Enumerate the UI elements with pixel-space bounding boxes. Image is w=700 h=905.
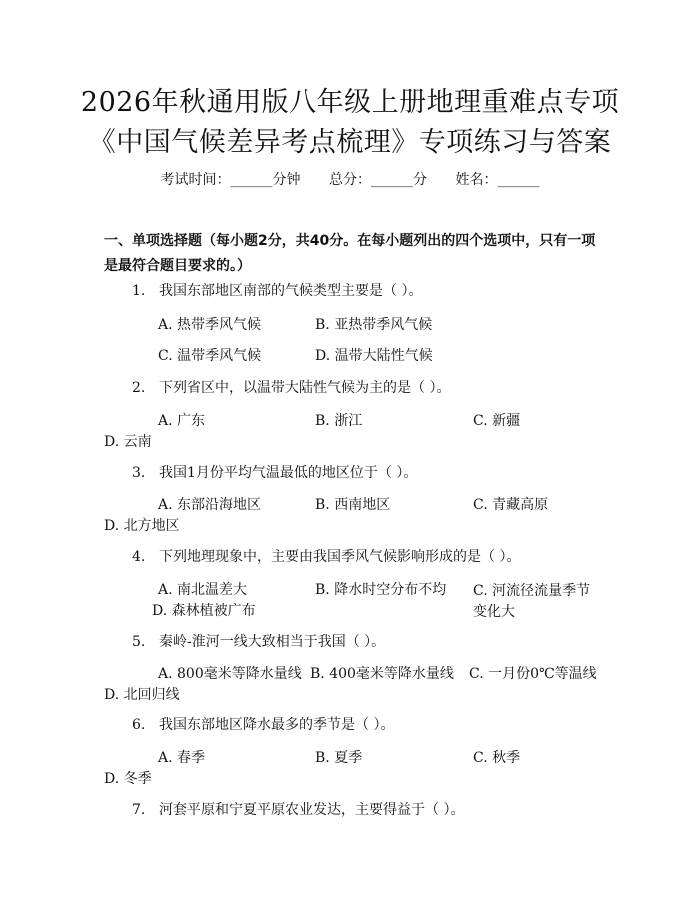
exam-score-field: 总分：______分 xyxy=(329,172,427,188)
question-number: 3. xyxy=(132,465,146,481)
question-number: 5. xyxy=(132,634,146,650)
option-d: D. 冬季 xyxy=(104,771,152,787)
option-d: D. 温带大陆性气候 xyxy=(315,348,433,364)
question-number: 2. xyxy=(132,380,146,396)
doc-title-line-1: 2026年秋通用版八年级上册地理重难点专项 xyxy=(80,87,620,118)
option-a: A. 800毫米等降水量线 xyxy=(158,666,302,682)
question-stem: 我国东部地区南部的气候类型主要是（ ）。 xyxy=(159,283,423,299)
question-number: 1. xyxy=(132,283,146,299)
doc-title-line-2: 《中国气候差异考点梳理》专项练习与答案 xyxy=(88,127,612,158)
option-b: B. 夏季 xyxy=(315,750,363,766)
question-stem: 下列地理现象中，主要由我国季风气候影响形成的是（ ）。 xyxy=(159,549,521,565)
option-c: C. 新疆 xyxy=(473,413,521,429)
option-c: C. 秋季 xyxy=(473,750,521,766)
question-number: 7. xyxy=(132,802,146,818)
question-number: 6. xyxy=(132,717,146,733)
option-b: B. 降水时空分布不均 xyxy=(315,582,447,598)
option-a: A. 广东 xyxy=(158,413,206,429)
option-b: B. 浙江 xyxy=(315,413,363,429)
option-d: D. 云南 xyxy=(104,434,152,450)
exam-meta xyxy=(0,169,700,189)
question-stem: 我国东部地区降水最多的季节是（ ）。 xyxy=(159,717,395,733)
option-d: D. 森林植被广布 xyxy=(152,603,256,619)
question-4-options-row-2 xyxy=(152,602,256,620)
exam-name-field: 姓名：______ xyxy=(455,172,540,188)
question-stem: 我国1月份平均气温最低的地区位于（ ）。 xyxy=(159,465,418,481)
option-c: C. 青藏高原 xyxy=(473,497,549,513)
question-stem: 河套平原和宁夏平原农业发达，主要得益于（ ）。 xyxy=(159,802,465,818)
option-d: D. 北回归线 xyxy=(104,687,180,703)
question-number: 4. xyxy=(132,549,146,565)
option-c: C. 温带季风气候 xyxy=(158,348,262,364)
option-c: C. 河流径流量季节变化大 xyxy=(473,583,591,620)
option-a: A. 南北温差大 xyxy=(158,582,248,598)
option-a: A. 东部沿海地区 xyxy=(158,497,262,513)
option-b: B. 400毫米等降水量线 xyxy=(310,666,454,682)
option-b: B. 西南地区 xyxy=(315,497,391,513)
option-a: A. 春季 xyxy=(158,750,206,766)
option-c: C. 一月份0℃等温线 xyxy=(469,666,597,682)
option-a: A. 热带季风气候 xyxy=(158,317,262,333)
option-c-wrapped xyxy=(473,581,597,623)
section-heading: 一、单项选择题（每小题2分，共40分。在每小题列出的四个选项中，只有一项是最符合题目要求的。） xyxy=(104,233,596,274)
option-b: B. 亚热带季风气候 xyxy=(315,317,433,333)
option-d: D. 北方地区 xyxy=(104,518,180,534)
question-stem: 下列省区中，以温带大陆性气候为主的是（ ）。 xyxy=(159,380,451,396)
question-stem: 秦岭-淮河一线大致相当于我国（ ）。 xyxy=(159,634,386,650)
exam-time-field: 考试时间：______分钟 xyxy=(160,172,301,188)
